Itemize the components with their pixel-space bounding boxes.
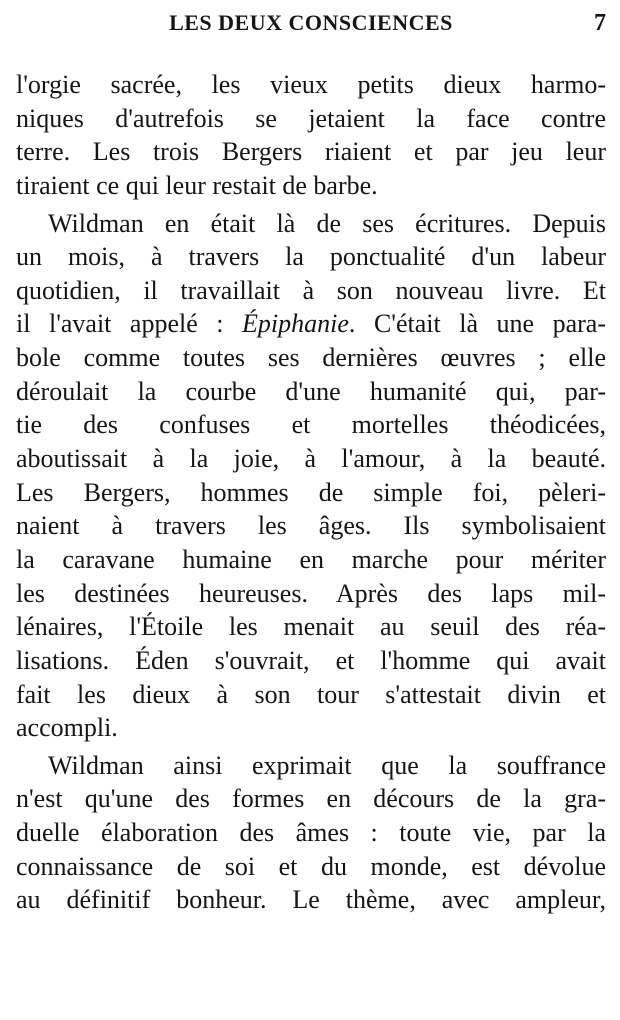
text-line: fait les dieux à son tour s'attestait divin et	[16, 679, 606, 709]
text-line: l'orgie sacrée, les vieux petits dieux harmo-	[16, 70, 606, 99]
text-line: Les Bergers, hommes de simple foi, pèleri-	[16, 477, 606, 507]
text-line: terre. Les trois Bergers riaient et par jeu leur	[16, 137, 606, 167]
text-line: tiraient ce qui leur restait de barbe.	[16, 170, 378, 200]
text-line: naient à travers les âges. Ils symbolisaient	[16, 511, 606, 541]
text-line: connaissance de soi et du monde, est dévolue	[16, 851, 606, 881]
text-line: les destinées heureuses. Après des laps mil-	[16, 578, 606, 608]
text-line: Wildman ainsi exprimait que la souffrance	[48, 750, 606, 780]
text-line: déroulait la courbe d'une humanité qui, par-	[16, 376, 606, 406]
text-line: aboutissait à la joie, à l'amour, à la beauté.	[16, 444, 606, 474]
text-line: lisations. Éden s'ouvrait, et l'homme qui avait	[16, 645, 606, 675]
text-line: bole comme toutes ses dernières œuvres ; elle	[16, 343, 606, 373]
text-line: il l'avait appelé : Épiphanie. C'était là une para-	[16, 309, 606, 339]
text-line: accompli.	[16, 713, 118, 743]
text-line: Wildman en était là de ses écritures. Depuis	[48, 208, 606, 238]
book-title-italic: Épiphanie	[242, 309, 349, 339]
running-title: LES DEUX CONSCIENCES	[169, 10, 453, 35]
body-text	[16, 68, 606, 917]
text-line: au définitif bonheur. Le thème, avec ampleur,	[16, 885, 606, 915]
text-line: quotidien, il travaillait à son nouveau livre. Et	[16, 275, 606, 305]
paragraph	[16, 749, 606, 917]
paragraph	[16, 68, 606, 203]
page-header	[16, 6, 606, 40]
text-line: un mois, à travers la ponctualité d'un labeur	[16, 242, 606, 272]
page-number: 7	[594, 10, 606, 36]
text-line: duelle élaboration des âmes : toute vie, par la	[16, 818, 606, 848]
paragraph	[16, 207, 606, 745]
text-line: tie des confuses et mortelles théodicées,	[16, 410, 606, 440]
text-line: lénaires, l'Étoile les menait au seuil des réa-	[16, 612, 606, 642]
text-line: n'est qu'une des formes en décours de la gra-	[16, 784, 606, 814]
text-line: la caravane humaine en marche pour mériter	[16, 544, 606, 574]
text-line: niques d'autrefois se jetaient la face contre	[16, 103, 606, 133]
